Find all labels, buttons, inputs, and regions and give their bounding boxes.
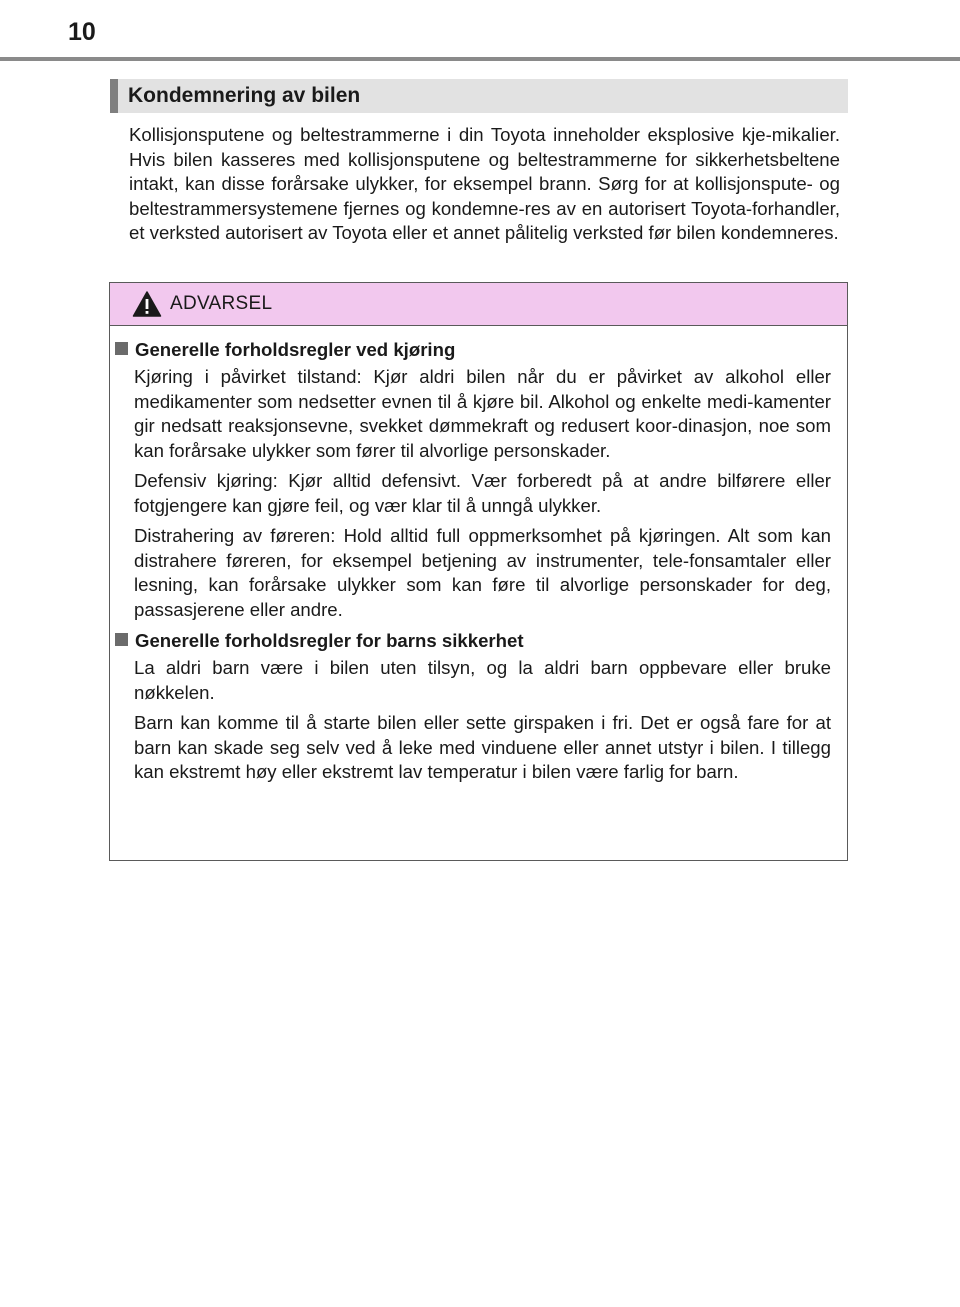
subsection-title — [115, 628, 847, 656]
warning-triangle-icon — [132, 290, 162, 318]
warning-body — [110, 337, 847, 791]
section-heading: Kondemnering av bilen — [110, 79, 848, 113]
paragraph: Barn kan komme til å starte bilen eller sette girspaken i fri. Det er også fare for at barn kan skade seg selv ved å leke med vinduene eller annet utstyr i bilen. I tillegg kan ekstremt høy eller ekstremt lav temperatur i bilen være farlig for barn. — [134, 712, 831, 782]
paragraph: La aldri barn være i bilen uten tilsyn, og la aldri barn oppbevare eller bruke nøkkelen. — [134, 657, 831, 703]
warning-header — [110, 283, 847, 326]
subsection-driving — [110, 337, 847, 622]
square-bullet-icon — [115, 342, 128, 355]
subsection-child-safety — [110, 628, 847, 785]
page-number: 10 — [68, 18, 96, 46]
warning-box — [109, 282, 848, 861]
intro-paragraph: Kollisjonsputene og beltestrammerne i din Toyota inneholder eksplosive kje-mikalier. Hvis bilen kasseres med kollisjonsputene og beltestrammerne for sikkerhetsbeltene intakt, kan disse forårsake ulykker, for eksempel brann. Sørg for at kollisjonspute- og beltestrammersystemene fjernes og kondemne-res av en autorisert Toyota-forhandler, et verksted autorisert av Toyota eller et annet pålitelig verksted før bilen kondemneres. — [129, 124, 840, 243]
header-rule — [0, 57, 960, 61]
subsection-title — [115, 337, 847, 365]
subsection-title-text: Generelle forholdsregler for barns sikkerhet — [135, 630, 524, 651]
square-bullet-icon — [115, 633, 128, 646]
paragraph: Distrahering av føreren: Hold alltid full oppmerksomhet på kjøringen. Alt som kan distrahere føreren, for eksempel betjening av instrumenter, tele-fonsamtaler eller lesning, kan forårsake ulykker som kan føre til alvorlige personskader for deg, passasjerene eller andre. — [134, 525, 831, 620]
paragraph: Kjøring i påvirket tilstand: Kjør aldri bilen når du er påvirket av alkohol eller medikamenter som nedsetter evnen til å kjøre bil. Alkohol og enkelte medi-kamenter gir nedsatt reaksjonsevne, svekket dømmekraft og redusert koor-dinasjon, noe som kan forårsake ulykker som fører til alvorlige personskader. — [134, 366, 831, 461]
paragraph: Defensiv kjøring: Kjør alltid defensivt. Vær forberedt på at andre bilførere eller fotgjengere kan gjøre feil, og vær klar til å unngå ulykker. — [134, 470, 831, 516]
subsection-title-text: Generelle forholdsregler ved kjøring — [135, 339, 456, 360]
warning-label: ADVARSEL — [170, 293, 273, 314]
